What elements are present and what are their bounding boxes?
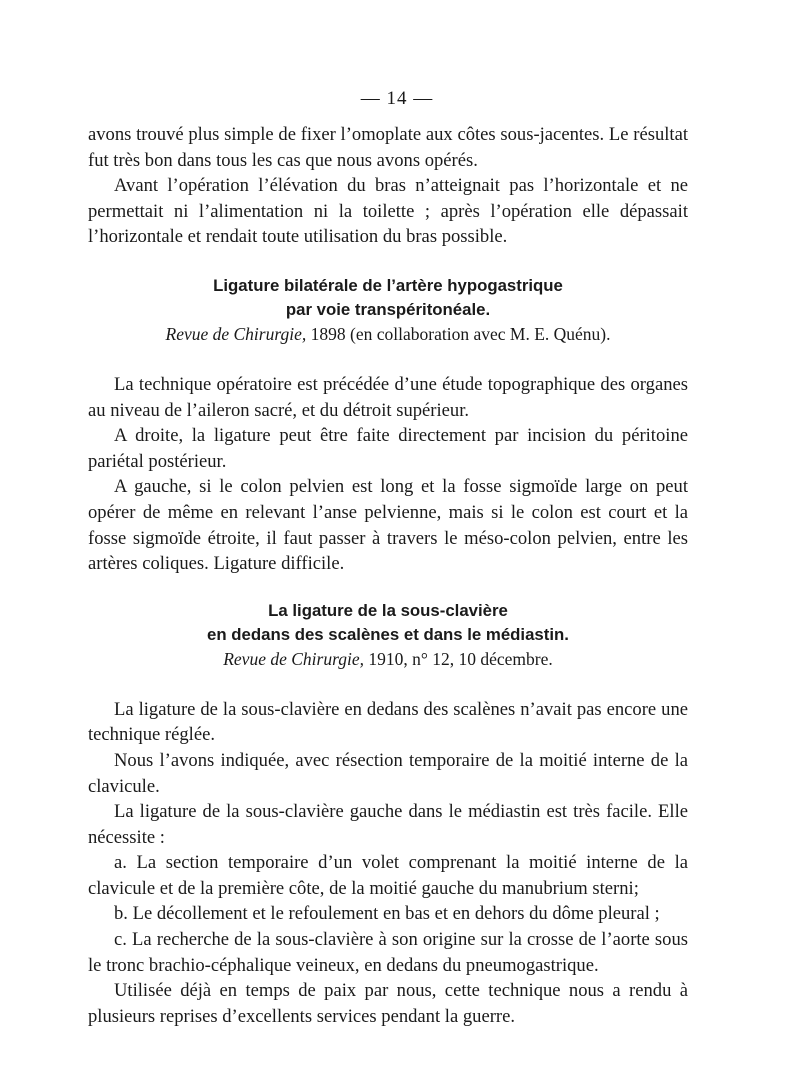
section-subclavian-ligature: [88, 599, 688, 671]
body-paragraph: Nous l’avons indiquée, avec résection temporaire de la moitié interne de la clavicule.: [88, 749, 688, 797]
section-source: [88, 647, 688, 671]
section-hypogastric-ligature: [88, 274, 688, 346]
list-item-c: c. La recherche de la sous-clavière à son origine sur la crosse de l’aorte sous le tronc brachio-céphalique veineux, en dedans du pneumogastrique.: [88, 929, 688, 976]
section-title-line-2: par voie transpéritonéale.: [285, 299, 491, 319]
source-journal: Revue de Chirurgie,: [165, 323, 307, 344]
section-source: [88, 322, 688, 346]
source-details: 1910, n° 12, 10 décembre.: [364, 648, 553, 669]
source-details: 1898 (en collaboration avec M. E. Quénu).: [306, 323, 611, 344]
body-paragraph: A droite, la ligature peut être faite directement par incision du péritoine pariétal postérieur.: [88, 425, 688, 472]
page-number: — 14 —: [360, 88, 434, 109]
section-title-line-2: en dedans des scalènes et dans le médiastin.: [207, 624, 569, 644]
list-item-a: a. La section temporaire d’un volet comprenant la moitié interne de la clavicule et de la première côte, de la moitié gauche du manubrium sterni;: [88, 852, 688, 899]
body-paragraph: La ligature de la sous-clavière gauche dans le médiastin est très facile. Elle nécessite :: [88, 801, 688, 848]
body-paragraph: La technique opératoire est précédée d’une étude topographique des organes au niveau de l’aileron sacré, et du détroit supérieur.: [88, 373, 688, 421]
source-journal: Revue de Chirurgie,: [223, 648, 364, 669]
body-paragraph: La ligature de la sous-clavière en dedans des scalènes n’avait pas encore une technique réglée.: [88, 698, 688, 746]
body-paragraph: Utilisée déjà en temps de paix par nous, cette technique nous a rendu à plusieurs reprises d’excellents services pendant la guerre.: [88, 980, 688, 1027]
document-page: [88, 88, 688, 1029]
intro-paragraph-2: Avant l’opération l’élévation du bras n’atteignait pas l’horizontale et ne permettait ni l’alimentation ni la toilette ; après l’opération elle dépassait l’horizontale et rendait toute utilisation du bras possible.: [88, 175, 688, 248]
body-paragraph: A gauche, si le colon pelvien est long et la fosse sigmoïde large on peut opérer de même en relevant l’anse pelvienne, mais si le colon est court et la fosse sigmoïde étroite, il faut passer à travers le méso-colon pelvien, entre les artères coliques. Ligature difficile.: [88, 476, 688, 575]
intro-paragraph-1: avons trouvé plus simple de fixer l’omoplate aux côtes sous-jacentes. Le résultat fut très bon dans tous les cas que nous avons opérés.: [88, 124, 688, 171]
list-item-b: b. Le décollement et le refoulement en bas et en dehors du dôme pleural ;: [114, 903, 660, 925]
section-title-line-1: Ligature bilatérale de l’artère hypogastrique: [213, 275, 563, 295]
section-title-line-1: La ligature de la sous-clavière: [268, 600, 508, 620]
